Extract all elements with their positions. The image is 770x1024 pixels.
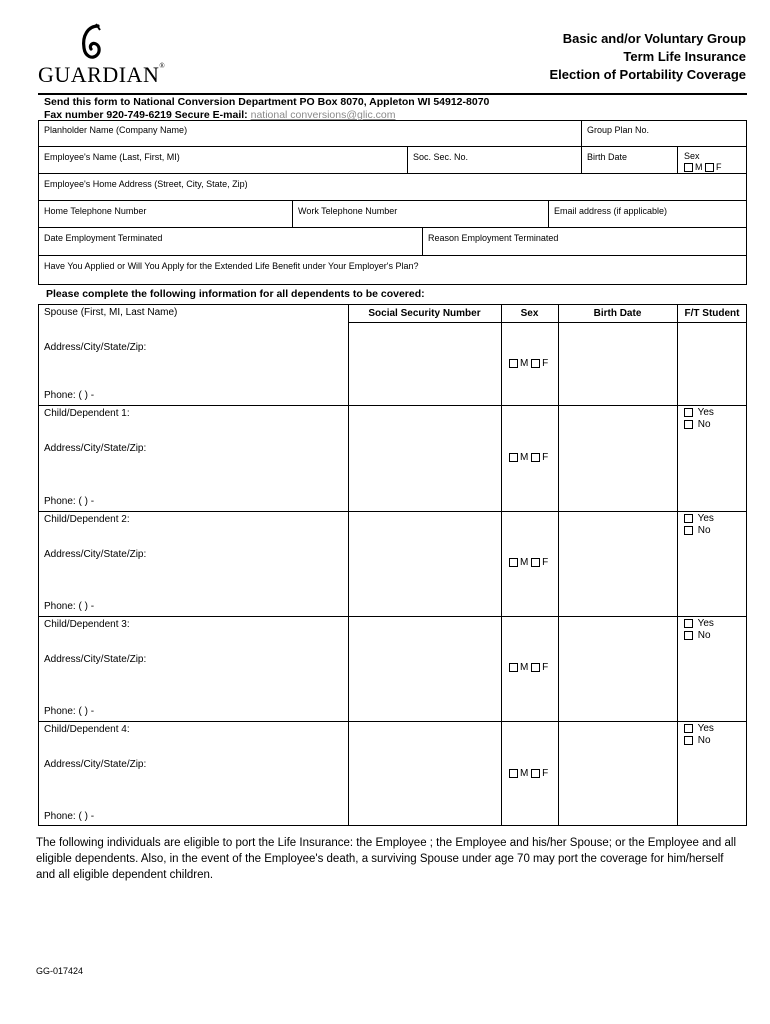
male-checkbox[interactable] (509, 769, 518, 778)
spouse-phone-field[interactable]: Phone: ( ) - (44, 390, 95, 401)
child-4-phone-field[interactable]: Phone: ( ) - (44, 811, 95, 822)
col-divider (558, 304, 559, 826)
child-4-address-field[interactable]: Address/City/State/Zip: (44, 759, 147, 770)
group-plan-field[interactable]: Group Plan No. (587, 125, 650, 135)
female-checkbox[interactable] (531, 453, 540, 462)
row-divider (38, 146, 747, 147)
header-divider (348, 322, 747, 323)
male-checkbox[interactable] (509, 558, 518, 567)
child-2-sex-options (509, 557, 548, 568)
male-checkbox[interactable] (684, 163, 693, 172)
child-2-student-options (684, 513, 714, 537)
col-divider (422, 227, 423, 255)
form-title (550, 30, 747, 84)
home-phone-field[interactable]: Home Telephone Number (44, 206, 147, 216)
no-checkbox[interactable] (684, 420, 693, 429)
employee-name-field[interactable]: Employee's Name (Last, First, MI) (44, 152, 180, 162)
male-checkbox[interactable] (509, 359, 518, 368)
col-divider (292, 200, 293, 227)
address-field[interactable]: Employee's Home Address (Street, City, State, Zip) (44, 179, 248, 189)
work-phone-field[interactable]: Work Telephone Number (298, 206, 398, 216)
spouse-name-field[interactable]: Spouse (First, MI, Last Name) (44, 307, 178, 318)
dependents-table (38, 304, 747, 826)
yes-checkbox[interactable] (684, 619, 693, 628)
col-divider (548, 200, 549, 227)
send-instructions (44, 96, 489, 122)
female-checkbox[interactable] (531, 769, 540, 778)
ssn-field[interactable]: Soc. Sec. No. (413, 152, 469, 162)
female-checkbox[interactable] (531, 663, 540, 672)
child-4-student-options (684, 723, 714, 747)
col-divider (348, 304, 349, 826)
yes-label: Yes (697, 407, 714, 418)
no-label: No (697, 419, 711, 430)
form-code: GG-017424 (36, 966, 84, 976)
male-label: M (520, 768, 529, 779)
female-label: F (716, 162, 722, 172)
female-label: F (542, 662, 549, 673)
header-rule (38, 93, 747, 95)
sex-header: Sex (520, 308, 539, 319)
child-1-sex-options (509, 452, 548, 463)
male-label: M (695, 162, 703, 172)
student-header: F/T Student (684, 308, 740, 319)
female-checkbox[interactable] (705, 163, 714, 172)
extended-benefit-question[interactable]: Have You Applied or Will You Apply for the Extended Life Benefit under Your Employer's Plan? (44, 261, 419, 271)
col-divider (407, 146, 408, 173)
no-label: No (697, 630, 711, 641)
row-divider (38, 255, 747, 256)
child-1-address-field[interactable]: Address/City/State/Zip: (44, 443, 147, 454)
child-4-sex-options (509, 768, 548, 779)
row-divider (38, 200, 747, 201)
child-2-address-field[interactable]: Address/City/State/Zip: (44, 549, 147, 560)
male-label: M (520, 452, 529, 463)
send-address: Send this form to National Conversion Department PO Box 8070, Appleton WI 54912-8070 (44, 96, 490, 108)
no-label: No (697, 735, 711, 746)
reason-terminated-field[interactable]: Reason Employment Terminated (428, 233, 559, 243)
dependents-instruction: Please complete the following information for all dependents to be covered: (46, 288, 425, 300)
no-checkbox[interactable] (684, 526, 693, 535)
female-checkbox[interactable] (531, 558, 540, 567)
child-4-name-field[interactable]: Child/Dependent 4: (44, 724, 130, 735)
spouse-address-field[interactable]: Address/City/State/Zip: (44, 342, 147, 353)
spouse-sex-options (509, 358, 548, 369)
planholder-field[interactable]: Planholder Name (Company Name) (44, 125, 188, 135)
col-divider (581, 120, 582, 173)
col-divider (677, 146, 678, 173)
row-divider (38, 405, 747, 406)
col-divider (501, 304, 502, 826)
row-divider (38, 616, 747, 617)
row-divider (38, 173, 747, 174)
email-field[interactable]: Email address (if applicable) (554, 206, 668, 216)
male-checkbox[interactable] (509, 453, 518, 462)
child-2-phone-field[interactable]: Phone: ( ) - (44, 601, 95, 612)
female-label: F (542, 452, 549, 463)
no-checkbox[interactable] (684, 631, 693, 640)
employee-sex-field (684, 151, 722, 173)
female-checkbox[interactable] (531, 359, 540, 368)
yes-label: Yes (697, 513, 714, 524)
company-logo: GUARDIAN® (38, 62, 166, 87)
row-divider (38, 721, 747, 722)
birth-date-header: Birth Date (593, 308, 642, 319)
yes-label: Yes (697, 723, 714, 734)
email-link[interactable]: national conversions@glic.com (250, 109, 396, 121)
no-label: No (697, 525, 711, 536)
guardian-logo-icon (78, 22, 104, 62)
birth-date-field[interactable]: Birth Date (587, 152, 628, 162)
sex-label: Sex (684, 151, 700, 161)
no-checkbox[interactable] (684, 736, 693, 745)
child-3-student-options (684, 618, 714, 642)
yes-label: Yes (697, 618, 714, 629)
child-3-sex-options (509, 662, 548, 673)
yes-checkbox[interactable] (684, 514, 693, 523)
male-label: M (520, 358, 529, 369)
date-terminated-field[interactable]: Date Employment Terminated (44, 233, 163, 243)
female-label: F (542, 358, 549, 369)
yes-checkbox[interactable] (684, 724, 693, 733)
male-checkbox[interactable] (509, 663, 518, 672)
yes-checkbox[interactable] (684, 408, 693, 417)
row-divider (38, 227, 747, 228)
male-label: M (520, 662, 529, 673)
female-label: F (542, 768, 549, 779)
male-label: M (520, 557, 529, 568)
title-line-1: Basic and/or Voluntary Group (562, 31, 746, 46)
col-divider (677, 304, 678, 826)
child-1-name-field[interactable]: Child/Dependent 1: (44, 408, 130, 419)
title-line-3: Election of Portability Coverage (549, 67, 746, 82)
title-line-2: Term Life Insurance (623, 49, 746, 64)
eligibility-note: The following individuals are eligible to port the Life Insurance: the Employee ; the Employee and his/her Spouse; or the Employee and all eligible dependents. Also, in the event of the Employee's death, a surviving Spouse under age 70 may port the coverage for him/herself and all eligible dependent children. (36, 837, 737, 881)
child-3-address-field[interactable]: Address/City/State/Zip: (44, 654, 147, 665)
child-1-phone-field[interactable]: Phone: ( ) - (44, 496, 95, 507)
child-1-student-options (684, 407, 714, 431)
child-2-name-field[interactable]: Child/Dependent 2: (44, 514, 130, 525)
ssn-header: Social Security Number (368, 308, 481, 319)
child-3-phone-field[interactable]: Phone: ( ) - (44, 706, 95, 717)
child-3-name-field[interactable]: Child/Dependent 3: (44, 619, 130, 630)
row-divider (38, 511, 747, 512)
female-label: F (542, 557, 549, 568)
fax-email-label: Fax number 920-749-6219 Secure E-mail: (44, 109, 251, 121)
